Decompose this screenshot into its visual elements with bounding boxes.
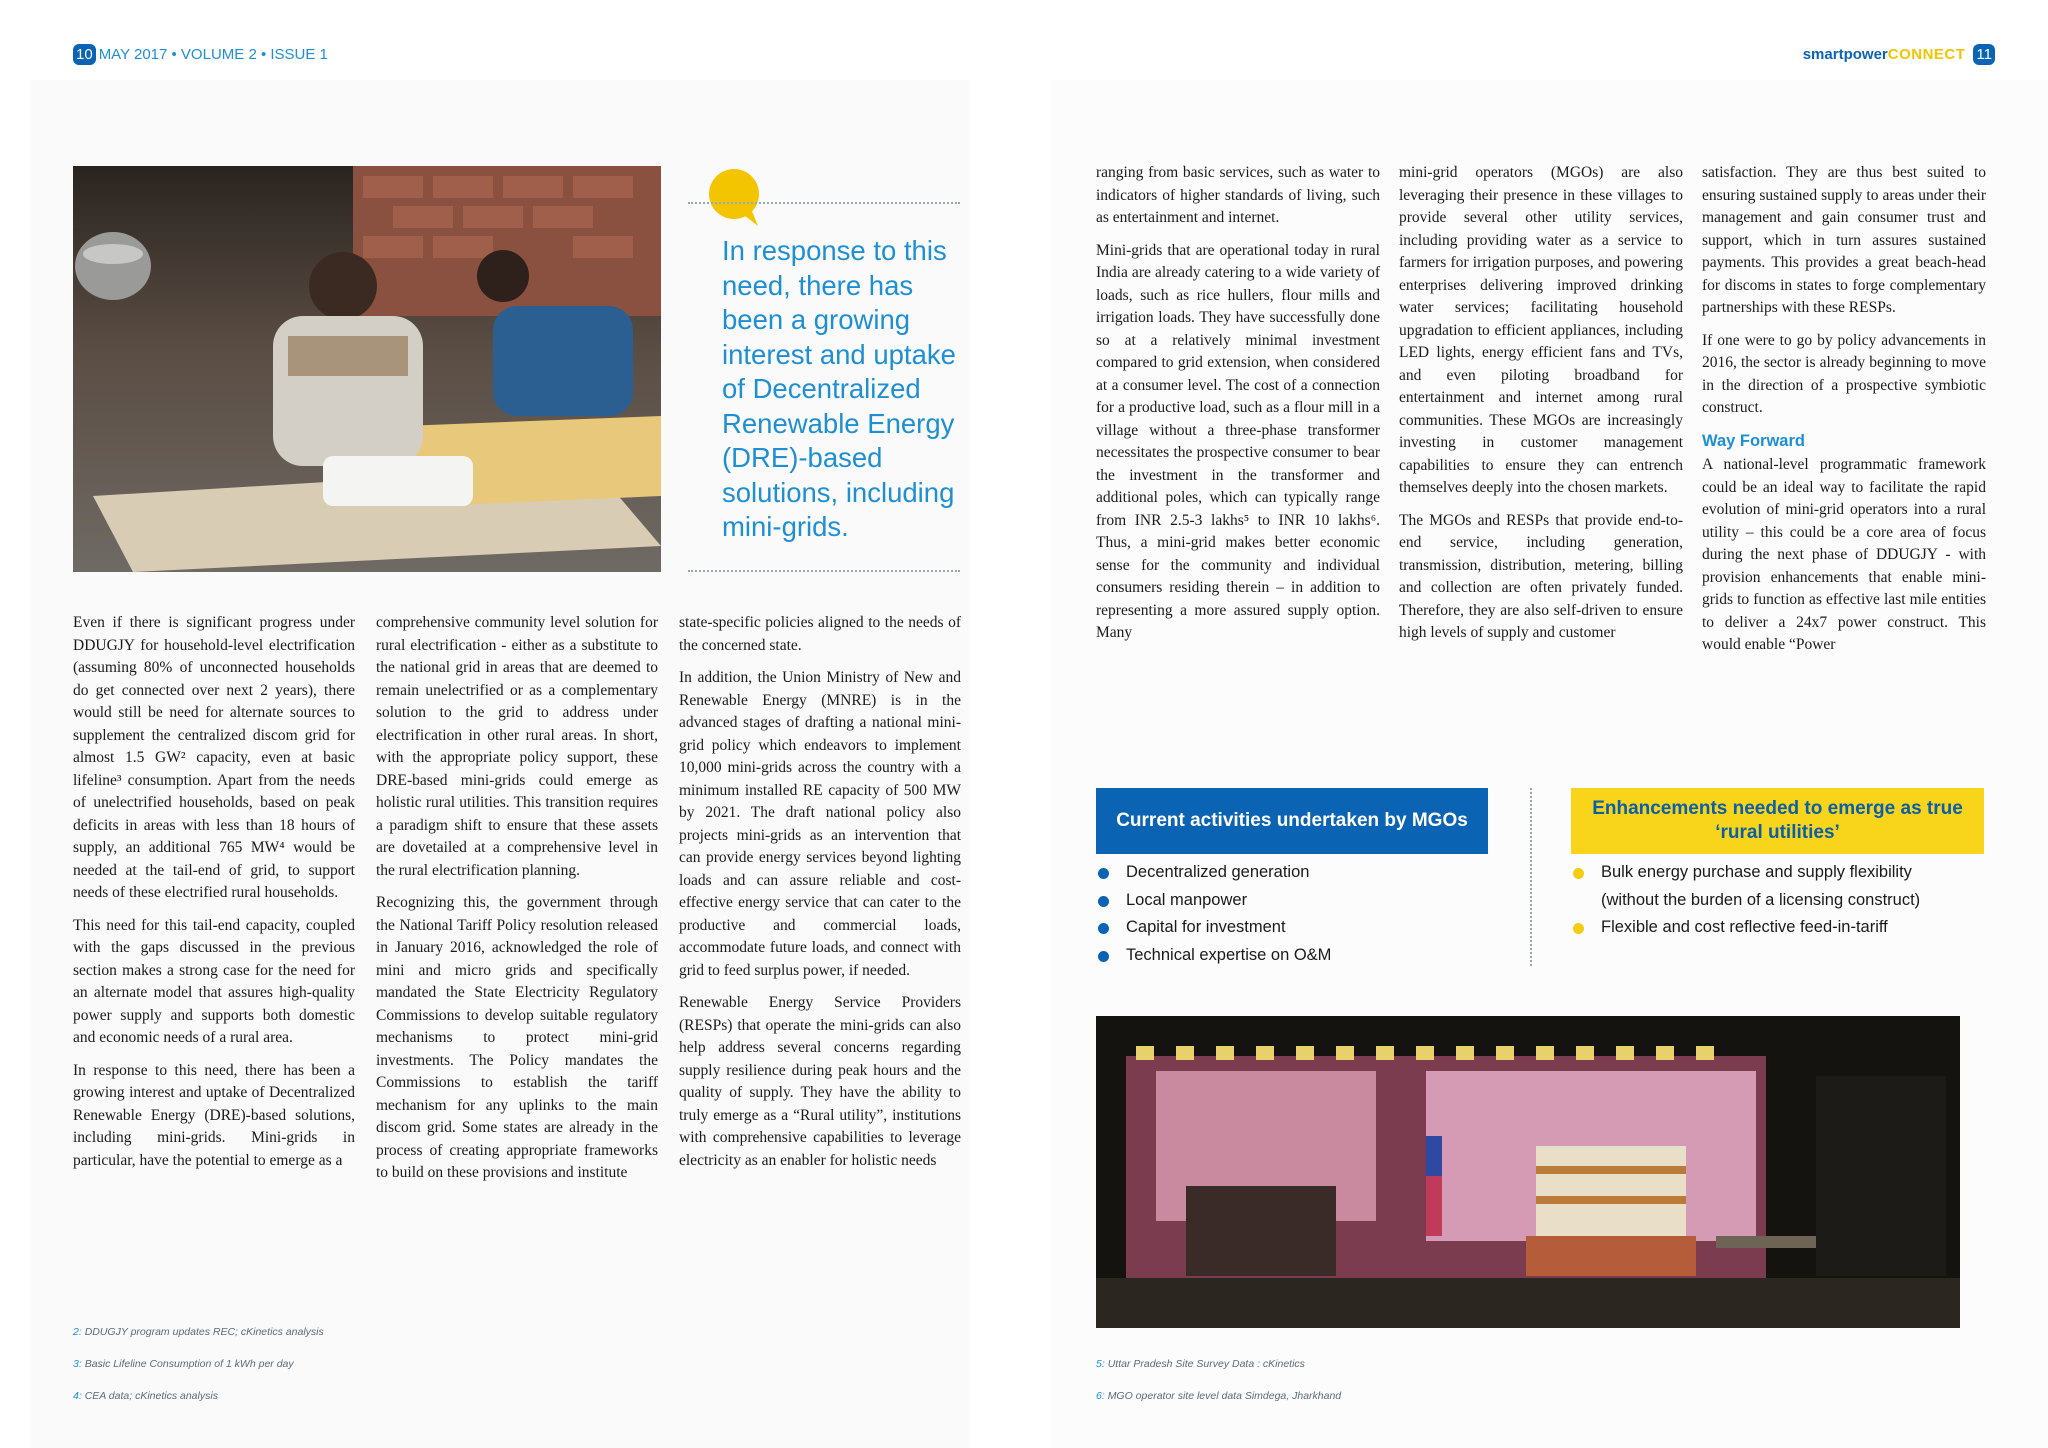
enhancements-list [1571, 859, 1984, 942]
footnote-5: 5: Uttar Pradesh Site Survey Data : cKinetics [1096, 1358, 1305, 1370]
left-column-3 [679, 612, 961, 1182]
paragraph: The MGOs and RESPs that provide end-to-end service, including generation, transmission, distribution, metering, billing and collection are often privately funded. Therefore, they are also self-driven to ensure high levels of supply and customer [1399, 511, 1683, 641]
enhancements-heading: Enhancements needed to emerge as true ‘rural utilities’ [1571, 788, 1984, 854]
paragraph: Even if there is significant progress under DDUGJY for household-level electrification (assuming 80% of unconnected households do get connected over next 2 years), there would still be need for alternate sources to supplement the centralized discom grid for almost 1.5 GW² capacity, even at basic lifeline³ consumption. Apart from the needs of unelectrified households, based on peak deficits in areas with less than 18 hours of supply, an additional 765 MW⁴ would be needed at the tail-end of grid, to support needs of these electrified rural households. [73, 614, 355, 901]
list-item: Bulk energy purchase and supply flexibility [1571, 859, 1984, 887]
paragraph: A national-level programmatic framework could be an ideal way to facilitate the rapid evolution of mini-grid operators into a rural utility – this could be a core area of focus during the next phase of DDUGJY - with provision enhancements that enable mini-grids to function as effective last mile entities to deliver a 24x7 power construct. This would enable “Power [1702, 456, 1986, 653]
footnote-6: 6: MGO operator site level data Simdega, Jharkhand [1096, 1390, 1342, 1402]
bullet-dot-icon [1098, 923, 1109, 934]
right-page-number: 11 [1973, 44, 1995, 65]
footnote-4: 4: CEA data; cKinetics analysis [73, 1390, 218, 1402]
list-item: Decentralized generation [1096, 859, 1496, 887]
left-column-2 [376, 612, 658, 1195]
paragraph: satisfaction. They are thus best suited to ensuring sustained supply to areas under their management and gain consumer trust and support, which in turn assures sustained payments. This provides a great beach-head for discoms in states to forge complementary partnerships with these RESPs. [1702, 164, 1986, 316]
left-page-number: 10 [73, 44, 96, 65]
brand-name-connect: CONNECT [1887, 46, 1966, 63]
list-item: Flexible and cost reflective feed-in-tariff [1571, 914, 1984, 942]
brand-name-smartpower: smartpower [1802, 46, 1888, 63]
footnote-2: 2: DDUGJY program updates REC; cKinetics analysis [73, 1326, 324, 1338]
paragraph: Renewable Energy Service Providers (RESPs) that operate the mini-grids can also help address several concerns regarding supply resilience during peak hours and the quality of supply. They have the ability to truly emerge as a “Rural utility”, institutions with comprehensive capabilities to leverage electricity as an enabler for holistic needs [679, 994, 961, 1169]
bullet-dot-icon [1573, 923, 1584, 934]
right-page-header [1803, 44, 1995, 65]
pull-quote-block [688, 168, 960, 572]
paragraph: comprehensive community level solution for rural electrification - either as a substitute to the national grid in areas that are deemed to remain unelectrified or as a complementary solution to the grid to address under electrification in other rural areas. In short, with the appropriate policy support, these DRE-based mini-grids could emerge as holistic rural utilities. This transition requires a paradigm shift to ensure that these assets are dovetailed at a comprehensive level in the rural electrification planning. [376, 614, 658, 879]
paragraph: Mini-grids that are operational today in rural India are already catering to a wide variety of loads, such as rice hullers, flour mills and irrigation loads. They have successfully done so at a relatively minimal investment compared to grid extension, when considered at a consumer level. The cost of a connection for a productive load, such as a flour mill in a village without a three-phase transformer necessitates the prospective consumer to bear the investment in the transformer and additional poles, which can typically range from INR 2.5-3 lakhs⁵ to INR 10 lakhs⁶. Thus, a mini-grid makes better economic sense for the community and individual consumers residing therein – in addition to representing a more assured supply option. Many [1096, 241, 1380, 641]
way-forward-heading: Way Forward [1702, 431, 1805, 450]
paragraph: In addition, the Union Ministry of New and Renewable Energy (MNRE) is in the advanced stages of drafting a national mini-grid policy which endeavors to implement 10,000 mini-grids across the country with a minimum installed RE capacity of 500 MW by 2021. The draft national policy also projects mini-grids as an intervention that can provide energy services beyond lighting loads and can assure reliable and cost-effective energy service that can cater to the productive and commercial loads, accommodate future loads, and connect with grid to feed surplus power, if needed. [679, 669, 961, 979]
paragraph: This need for this tail-end capacity, coupled with the gaps discussed in the previous section makes a strong case for the need for an alternate model that assures high-quality power supply and supports both domestic and economic needs of a rural area. [73, 916, 355, 1046]
right-column-3 [1702, 162, 1986, 667]
bullet-dot-icon [1098, 951, 1109, 962]
village-shop-photo [1096, 1016, 1960, 1328]
speech-bubble-icon [706, 168, 762, 226]
right-column-1 [1096, 162, 1380, 655]
list-item: Capital for investment [1096, 914, 1496, 942]
left-page-header [73, 44, 328, 65]
paragraph: ranging from basic services, such as water to indicators of higher standards of living, such as entertainment and internet. [1096, 164, 1380, 226]
current-activities-heading: Current activities undertaken by MGOs [1096, 788, 1488, 854]
children-studying-photo [73, 166, 661, 572]
paragraph: In response to this need, there has been a growing interest and uptake of Decentralized Renewable Energy (DRE)-based solutions, including mini-grids. Mini-grids in particular, have the potential to emerge as a [73, 1061, 355, 1169]
right-column-2 [1399, 162, 1683, 655]
bullet-dot-icon [1098, 896, 1109, 907]
list-item: Local manpower [1096, 887, 1496, 915]
paragraph: state-specific policies aligned to the needs of the concerned state. [679, 614, 961, 654]
list-item-continuation: (without the burden of a licensing construct) [1601, 890, 1921, 909]
pull-quote-text: In response to this need, there has been a growing interest and uptake of Decentralized Renewable Energy (DRE)-based solutions, including mini-grids. [722, 235, 956, 542]
issue-info: MAY 2017 • VOLUME 2 • ISSUE 1 [98, 46, 328, 63]
quote-top-rule [688, 202, 960, 204]
paragraph: Recognizing this, the government through the National Tariff Policy resolution released in January 2016, acknowledged the role of mini and micro grids and specifically mandated the State Electricity Regulatory Commissions to develop suitable regulatory mechanisms to protect mini-grid investments. The Policy mandates the Commissions to establish the tariff mechanism for any uplinks to the main discom grid. Some states are already in the process of creating appropriate frameworks to build on these provisions and institute [376, 894, 658, 1181]
current-activities-list [1096, 859, 1496, 969]
bullet-dot-icon [1573, 868, 1584, 879]
list-item: Technical expertise on O&M [1096, 942, 1496, 970]
footnote-3: 3: Basic Lifeline Consumption of 1 kWh per day [73, 1358, 294, 1370]
bullet-dot-icon [1098, 868, 1109, 879]
quote-bottom-rule [688, 570, 960, 572]
left-column-1 [73, 612, 355, 1182]
boxes-divider [1530, 788, 1532, 966]
paragraph: If one were to go by policy advancements in 2016, the sector is already beginning to move in the direction of a prospective symbiotic construct. [1702, 331, 1986, 416]
paragraph: mini-grid operators (MGOs) are also leveraging their presence in these villages to provide several other utility services, including providing water as a service to farmers for irrigation purposes, and powering enterprises delivering improved drinking water services; facilitating household upgradation to efficient appliances, including LED lights, energy efficient fans and TVs, and even piloting broadband for entertainment and internet among rural communities. These MGOs are increasingly investing in customer management capabilities to ensure they can entrench themselves deeply into the chosen markets. [1399, 164, 1683, 496]
